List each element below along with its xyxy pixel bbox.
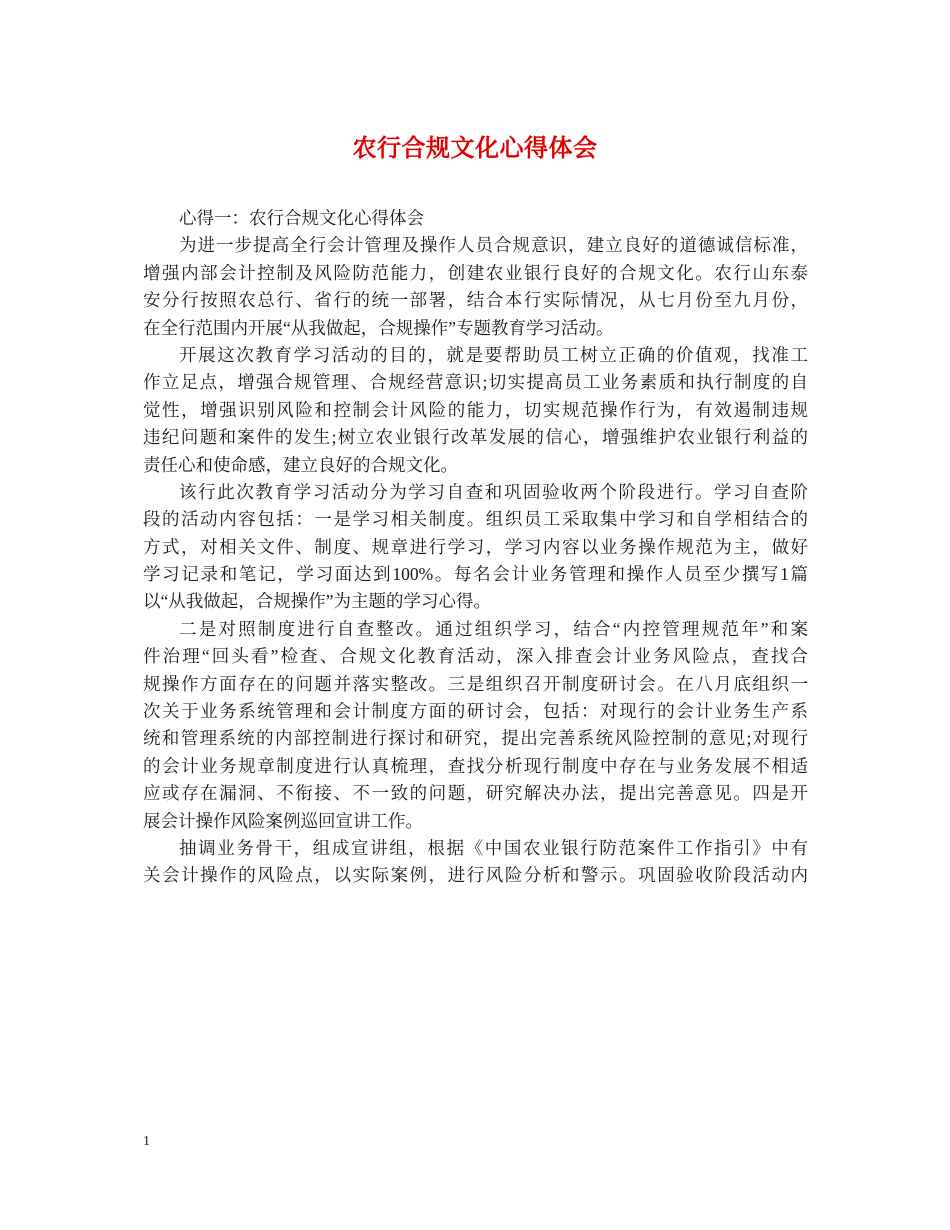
body-line: 违纪问题和案件的发生;树立农业银行改革发展的信心，增强维护农业银行利益的: [143, 427, 808, 448]
body-line: 关会计操作的风险点，以实际案例，进行风险分析和警示。巩固验收阶段活动内: [143, 865, 808, 886]
body-line: 增强内部会计控制及风险防范能力，创建农业银行良好的合规文化。农行山东泰: [143, 262, 808, 283]
page-number: 1: [143, 1134, 150, 1149]
body-line: 二是对照制度进行自查整改。通过组织学习，结合“内控管理规范年”和案: [179, 618, 808, 639]
body-line: 在全行范围内开展“从我做起，合规操作”专题教育学习活动。: [143, 317, 614, 338]
paragraph: [143, 232, 808, 342]
body-line: 心得一：农行合规文化心得体会: [179, 208, 424, 228]
body-line: 方式，对相关文件、制度、规章进行学习，学习内容以业务操作规范为主，做好: [143, 536, 808, 557]
body-line: 学习记录和笔记，学习面达到100%。每名会计业务管理和操作人员至少撰写1篇: [143, 564, 808, 585]
body-line: 统和管理系统的内部控制进行探讨和研究，提出完善系统风险控制的意见;对现行: [143, 728, 808, 749]
body-line: 该行此次教育学习活动分为学习自查和巩固验收两个阶段进行。学习自查阶: [179, 481, 808, 502]
body-line: 以“从我做起，合规操作”为主题的学习心得。: [143, 591, 492, 612]
body-line: 抽调业务骨干，组成宣讲组，根据《中国农业银行防范案件工作指引》中有: [179, 837, 808, 858]
paragraph: [143, 479, 808, 616]
paragraph: [143, 835, 808, 890]
section-heading: [143, 205, 808, 232]
paragraph: [143, 342, 808, 479]
document-body: [143, 205, 808, 890]
body-line: 责任心和使命感，建立良好的合规文化。: [143, 454, 458, 475]
body-line: 觉性，增强识别风险和控制会计风险的能力，切实规范操作行为，有效遏制违规: [143, 399, 808, 420]
body-line: 为进一步提高全行会计管理及操作人员合规意识，建立良好的道德诚信标准，: [179, 235, 808, 256]
document-title: 农行合规文化心得体会: [352, 136, 598, 162]
body-line: 件治理“回头看”检查、合规文化教育活动，深入排查会计业务风险点，查找合: [143, 646, 808, 667]
body-line: 展会计操作风险案例巡回宣讲工作。: [143, 810, 423, 831]
body-line: 规操作方面存在的问题并落实整改。三是组织召开制度研讨会。在八月底组织一: [143, 673, 808, 694]
paragraph: [143, 616, 808, 835]
body-line: 作立足点，增强合规管理、合规经营意识;切实提高员工业务素质和执行制度的自: [143, 372, 808, 393]
body-line: 应或存在漏洞、不衔接、不一致的问题，研究解决办法，提出完善意见。四是开: [143, 783, 808, 804]
body-line: 次关于业务系统管理和会计制度方面的研讨会，包括：对现行的会计业务生产系: [143, 701, 808, 722]
body-line: 段的活动内容包括：一是学习相关制度。组织员工采取集中学习和自学相结合的: [143, 509, 808, 530]
body-line: 的会计业务规章制度进行认真梳理，查找分析现行制度中存在与业务发展不相适: [143, 755, 808, 776]
body-line: 安分行按照农总行、省行的统一部署，结合本行实际情况，从七月份至九月份，: [143, 290, 808, 311]
body-line: 开展这次教育学习活动的目的，就是要帮助员工树立正确的价值观，找准工: [179, 344, 808, 365]
